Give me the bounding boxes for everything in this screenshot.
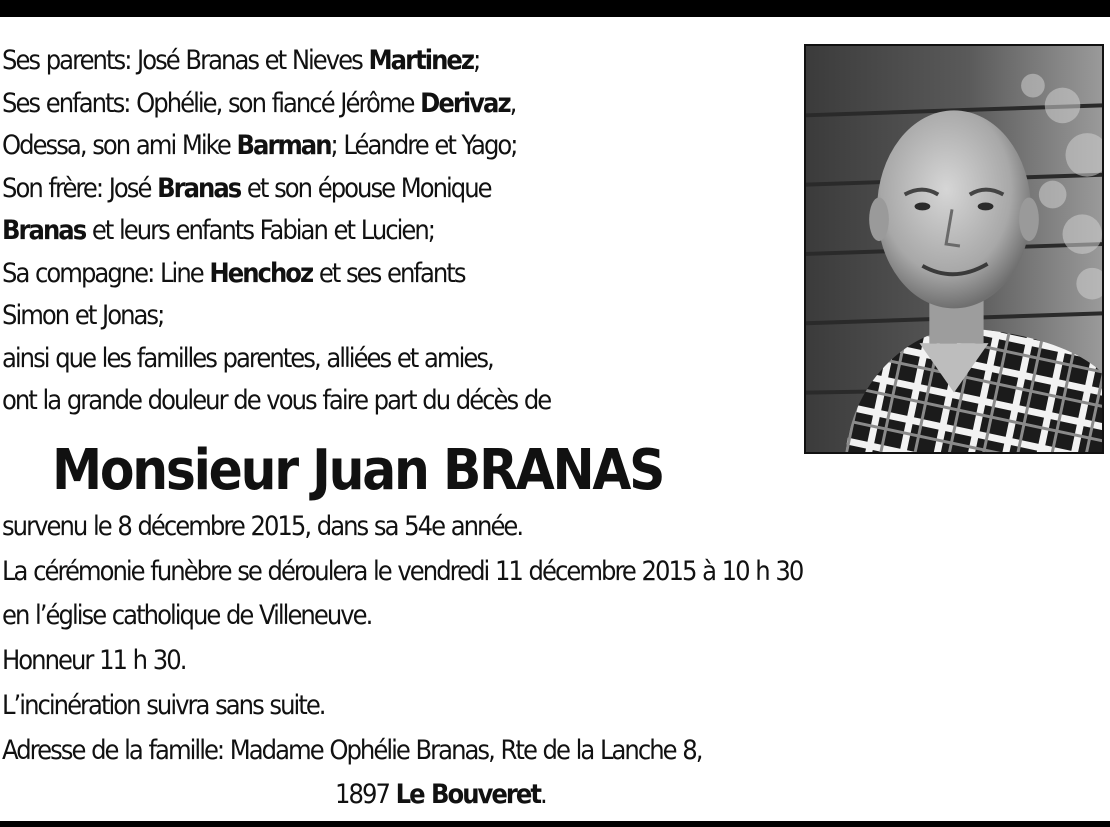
family-line: Branas et leurs enfants Fabian et Lucien; xyxy=(2,215,435,246)
family-line: Sa compagne: Line Henchoz et ses enfants xyxy=(2,257,465,289)
top-rule xyxy=(0,0,1110,17)
family-line: ont la grande douleur de vous faire part du décès de xyxy=(2,385,551,416)
details-line: survenu le 8 décembre 2015, dans sa 54e année. xyxy=(2,511,523,542)
family-line: Simon et Jonas; xyxy=(2,300,164,331)
address-line: 1897 Le Bouveret. xyxy=(335,779,546,811)
family-line: Ses parents: José Branas et Nieves Martinez; xyxy=(2,45,480,76)
bottom-rule xyxy=(0,821,1110,827)
deceased-name: Monsieur Juan BRANAS xyxy=(52,438,664,503)
details-line: Honneur 11 h 30. xyxy=(2,645,186,677)
portrait-image xyxy=(806,46,1102,452)
portrait-photo xyxy=(804,44,1104,454)
family-line: Son frère: José Branas et son épouse Monique xyxy=(2,172,491,204)
family-announcement xyxy=(2,40,722,423)
family-line: Ses enfants: Ophélie, son fiancé Jérôme Derivaz, xyxy=(2,87,516,119)
details-line: La cérémonie funèbre se déroulera le vendredi 11 décembre 2015 à 10 h 30 xyxy=(2,555,803,587)
ceremony-details xyxy=(2,505,1082,818)
family-line: ainsi que les familles parentes, alliées et amies, xyxy=(2,342,493,374)
details-line: Adresse de la famille: Madame Ophélie Branas, Rte de la Lanche 8, xyxy=(2,734,702,766)
details-line: L’incinération suivra sans suite. xyxy=(2,689,325,721)
family-line: Odessa, son ami Mike Barman; Léandre et Yago; xyxy=(2,130,517,161)
details-line: en l’église catholique de Villeneuve. xyxy=(2,600,372,632)
